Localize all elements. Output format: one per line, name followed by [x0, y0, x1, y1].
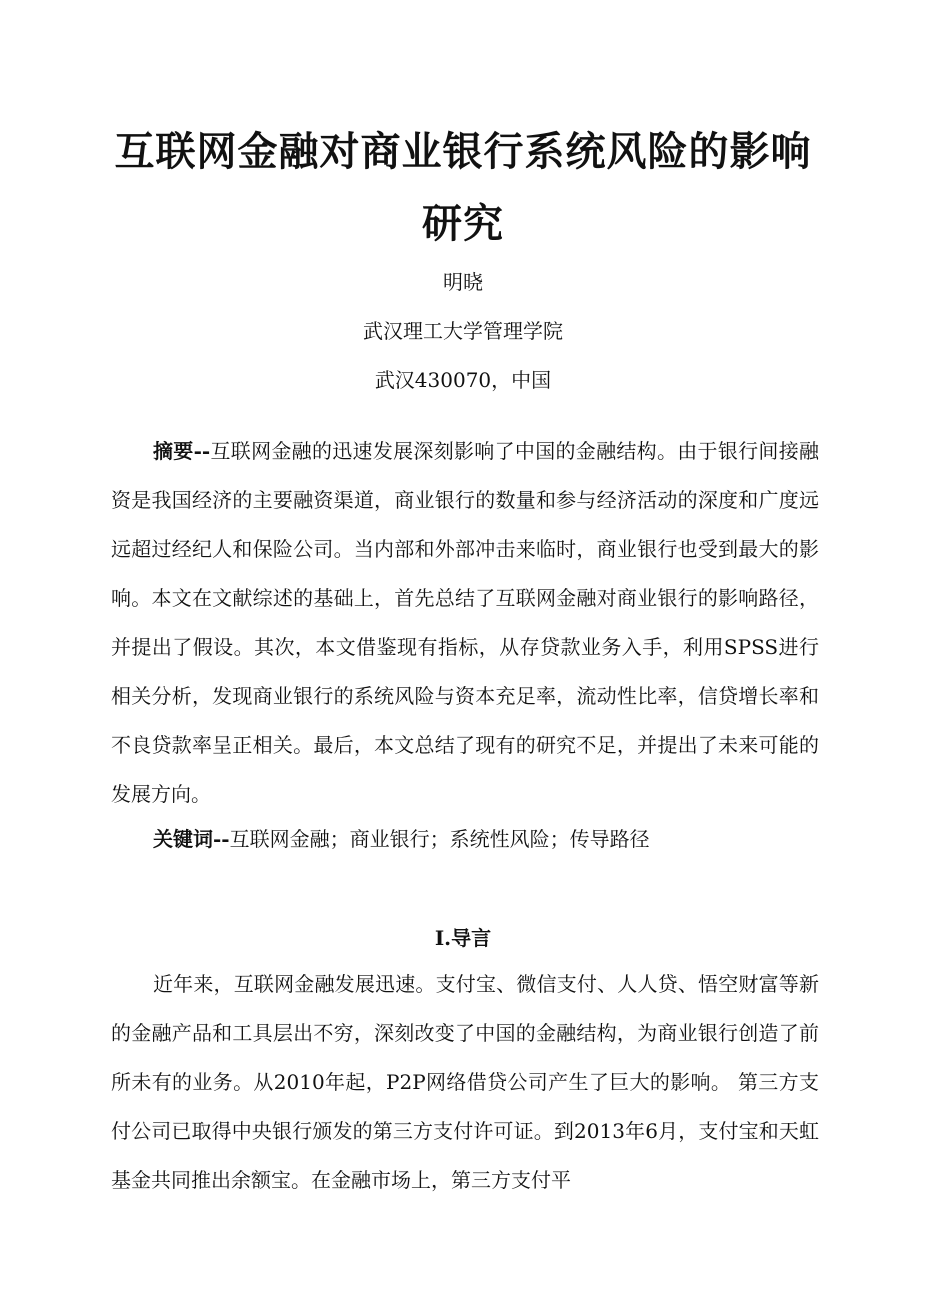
paper-title-line-1: 互联网金融对商业银行系统风险的影响 — [114, 128, 812, 175]
author-affiliation: 武汉理工大学管理学院 — [363, 319, 563, 343]
keywords-text: 互联网金融；商业银行；系统性风险；传导路径 — [229, 827, 650, 851]
paper-title-line-2: 研究 — [422, 200, 504, 247]
abstract-paragraph — [111, 427, 819, 819]
introduction-paragraph: 近年来，互联网金融发展迅速。支付宝、微信支付、人人贷、悟空财富等新的金融产品和工具层出不穷，深刻改变了中国的金融结构，为商业银行创造了前所未有的业务。从2010年起，P2P网络借贷公司产生了巨大的影响。 第三方支付公司已取得中央银行颁发的第三方支付许可证。到2013年6月，支付宝和天虹基金共同推出余额宝。在金融市场上，第三方支付平 — [111, 972, 819, 1192]
author-name: 明晓 — [443, 270, 483, 294]
keywords-paragraph — [111, 815, 819, 864]
section-heading-introduction: I.导言 — [434, 926, 492, 950]
keywords-label: 关键词-- — [153, 827, 230, 851]
abstract-text: 互联网金融的迅速发展深刻影响了中国的金融结构。由于银行间接融资是我国经济的主要融资渠道，商业银行的数量和参与经济活动的深度和广度远远超过经纪人和保险公司。当内部和外部冲击来临时，商业银行也受到最大的影响。本文在文献综述的基础上，首先总结了互联网金融对商业银行的影响路径，并提出了假设。其次，本文借鉴现有指标，从存贷款业务入手，利用SPSS进行相关分析，发现商业银行的系统风险与资本充足率，流动性比率，信贷增长率和不良贷款率呈正相关。最后，本文总结了现有的研究不足，并提出了未来可能的发展方向。 — [111, 439, 820, 806]
abstract-label: 摘要-- — [153, 439, 211, 463]
author-address: 武汉430070，中国 — [374, 368, 552, 392]
